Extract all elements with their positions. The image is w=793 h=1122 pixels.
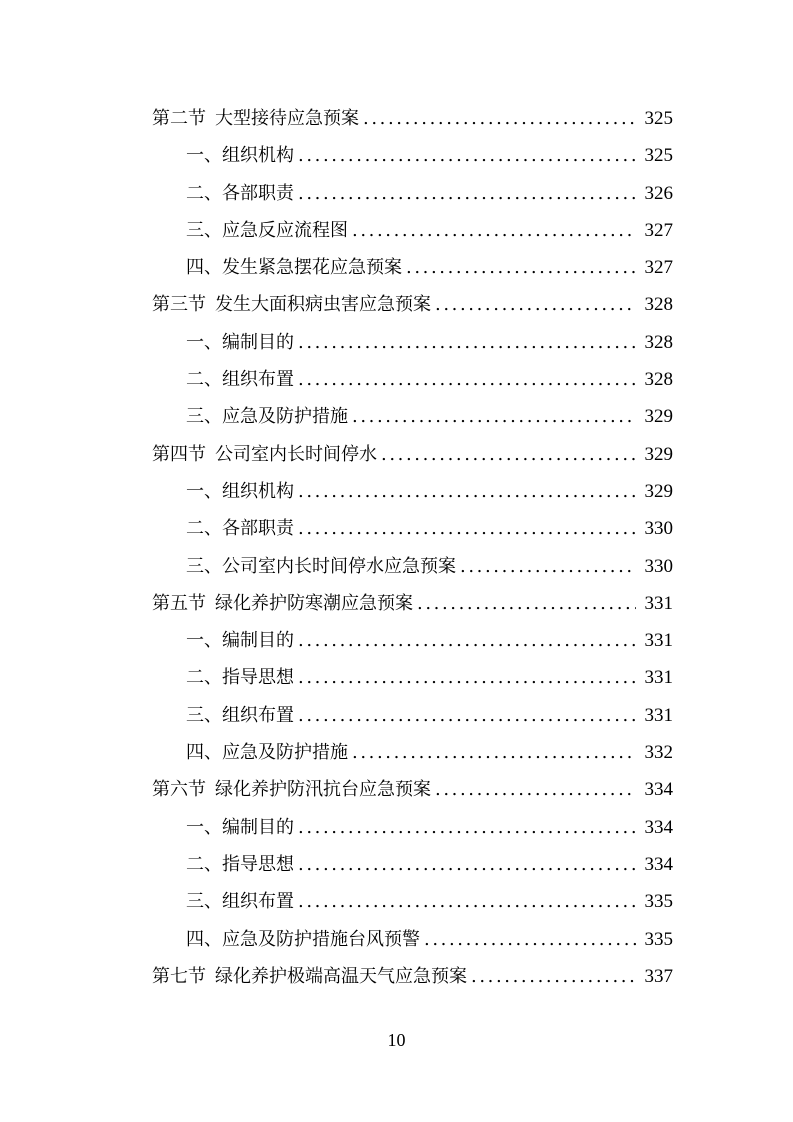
toc-entry-title: 大型接待应急预案 [215, 108, 359, 129]
toc-entry-label [186, 510, 294, 547]
toc-dot-leader [298, 137, 636, 174]
toc-entry-label [152, 585, 413, 622]
toc-entry-number: 一、 [186, 480, 222, 502]
toc-entry-page: 335 [644, 928, 673, 950]
toc-entry-page: 327 [644, 257, 673, 279]
toc-entry-title: 编制目的 [222, 630, 294, 652]
toc-entry-number: 一、 [186, 331, 222, 353]
toc-entry-page: 331 [644, 704, 673, 726]
toc-entry-label [152, 958, 467, 995]
toc-entry-label [152, 286, 431, 323]
toc-dot-leader [298, 846, 636, 883]
toc-section-entry[interactable] [152, 100, 673, 137]
toc-entry-page: 328 [644, 294, 673, 316]
toc-section-entry[interactable] [152, 585, 673, 622]
toc-entry-title: 各部职责 [222, 182, 294, 204]
toc-entry-title: 指导思想 [222, 667, 294, 689]
toc-entry-label [186, 921, 420, 958]
toc-entry-label [186, 212, 348, 249]
toc-subsection-entry[interactable] [152, 659, 673, 696]
toc-entry-number: 三、 [186, 704, 222, 726]
toc-entry-number: 第四节 [152, 443, 206, 465]
toc-entry-title: 应急及防护措施 [222, 406, 348, 428]
toc-subsection-entry[interactable] [152, 846, 673, 883]
toc-entry-label [186, 473, 294, 510]
toc-entry-page: 337 [644, 965, 673, 987]
toc-entry-number: 第五节 [152, 592, 206, 614]
toc-entry-page: 330 [644, 518, 673, 540]
toc-entry-page: 329 [644, 443, 673, 465]
toc-dot-leader [298, 175, 636, 212]
toc-entry-label [152, 100, 359, 137]
toc-entry-page: 328 [644, 331, 673, 353]
toc-subsection-entry[interactable] [152, 809, 673, 846]
toc-dot-leader [352, 398, 636, 435]
toc-subsection-entry[interactable] [152, 734, 673, 771]
toc-entry-title: 应急及防护措施台风预警 [222, 928, 420, 950]
toc-section-entry[interactable] [152, 771, 673, 808]
toc-entry-number: 三、 [186, 555, 222, 577]
toc-dot-leader [381, 436, 636, 473]
toc-entry-number: 二、 [186, 667, 222, 689]
toc-entry-label [186, 622, 294, 659]
toc-entry-number: 二、 [186, 182, 222, 204]
toc-entry-label [186, 883, 294, 920]
toc-dot-leader [417, 585, 636, 622]
toc-entry-page: 331 [644, 630, 673, 652]
toc-section-entry[interactable] [152, 958, 673, 995]
toc-entry-title: 发生紧急摆花应急预案 [222, 257, 402, 279]
toc-entry-label [186, 361, 294, 398]
toc-entry-title: 编制目的 [222, 331, 294, 353]
toc-subsection-entry[interactable] [152, 883, 673, 920]
toc-subsection-entry[interactable] [152, 622, 673, 659]
toc-subsection-entry[interactable] [152, 361, 673, 398]
toc-dot-leader [352, 734, 636, 771]
toc-entry-page: 327 [644, 219, 673, 241]
toc-subsection-entry[interactable] [152, 324, 673, 361]
toc-entry-label [186, 734, 348, 771]
toc-entry-page: 331 [644, 592, 673, 614]
toc-entry-label [186, 846, 294, 883]
toc-subsection-entry[interactable] [152, 175, 673, 212]
toc-entry-title: 绿化养护防寒潮应急预案 [215, 592, 413, 614]
toc-entry-page: 329 [644, 480, 673, 502]
toc-entry-number: 三、 [186, 219, 222, 241]
toc-entry-number: 二、 [186, 853, 222, 875]
toc-entry-title: 应急及防护措施 [222, 742, 348, 764]
toc-entry-title: 指导思想 [222, 853, 294, 875]
toc-dot-leader [460, 548, 636, 585]
toc-dot-leader [298, 473, 636, 510]
toc-entry-label [186, 137, 294, 174]
toc-entry-page: 335 [644, 891, 673, 913]
toc-entry-title: 组织布置 [222, 891, 294, 913]
toc-subsection-entry[interactable] [152, 212, 673, 249]
toc-dot-leader [435, 771, 636, 808]
toc-dot-leader [406, 249, 636, 286]
table-of-contents [152, 100, 673, 995]
toc-subsection-entry[interactable] [152, 510, 673, 547]
toc-entry-number: 四、 [186, 257, 222, 279]
toc-entry-number: 三、 [186, 891, 222, 913]
toc-entry-title: 应急反应流程图 [222, 219, 348, 241]
toc-entry-number: 二、 [186, 369, 222, 391]
toc-entry-title: 绿化养护极端高温天气应急预案 [215, 965, 467, 987]
toc-entry-title: 发生大面积病虫害应急预案 [215, 294, 431, 316]
toc-entry-number: 三、 [186, 406, 222, 428]
toc-entry-label [186, 659, 294, 696]
toc-subsection-entry[interactable] [152, 697, 673, 734]
toc-entry-page: 334 [644, 779, 673, 801]
toc-entry-number: 第三节 [152, 294, 206, 316]
toc-dot-leader [298, 510, 636, 547]
toc-entry-page: 325 [644, 108, 673, 129]
toc-subsection-entry[interactable] [152, 249, 673, 286]
page-number: 10 [387, 1030, 406, 1050]
toc-subsection-entry[interactable] [152, 548, 673, 585]
toc-entry-number: 一、 [186, 145, 222, 167]
toc-entry-title: 各部职责 [222, 518, 294, 540]
toc-dot-leader [298, 361, 636, 398]
toc-entry-number: 一、 [186, 630, 222, 652]
toc-dot-leader [298, 883, 636, 920]
toc-entry-label [186, 548, 456, 585]
toc-dot-leader [363, 100, 636, 137]
toc-entry-title: 绿化养护防汛抗台应急预案 [215, 779, 431, 801]
toc-dot-leader [298, 659, 636, 696]
toc-entry-page: 330 [644, 555, 673, 577]
toc-dot-leader [471, 958, 636, 995]
toc-dot-leader [298, 324, 636, 361]
toc-entry-page: 334 [644, 816, 673, 838]
toc-entry-label [152, 771, 431, 808]
toc-subsection-entry[interactable] [152, 473, 673, 510]
toc-entry-label [186, 697, 294, 734]
toc-entry-label [152, 436, 377, 473]
toc-entry-number: 二、 [186, 518, 222, 540]
toc-dot-leader [352, 212, 636, 249]
toc-entry-page: 329 [644, 406, 673, 428]
toc-entry-title: 编制目的 [222, 816, 294, 838]
toc-entry-page: 328 [644, 369, 673, 391]
toc-entry-number: 四、 [186, 742, 222, 764]
toc-entry-title: 组织布置 [222, 369, 294, 391]
toc-entry-number: 一、 [186, 816, 222, 838]
toc-entry-label [186, 324, 294, 361]
toc-entry-title: 组织机构 [222, 480, 294, 502]
toc-section-entry[interactable] [152, 286, 673, 323]
toc-entry-title: 组织布置 [222, 704, 294, 726]
toc-entry-title: 公司室内长时间停水应急预案 [222, 555, 456, 577]
toc-entry-number: 第二节 [152, 108, 206, 129]
toc-entry-number: 第六节 [152, 779, 206, 801]
toc-entry-page: 334 [644, 853, 673, 875]
toc-entry-number: 第七节 [152, 965, 206, 987]
toc-entry-label [186, 175, 294, 212]
toc-entry-title: 公司室内长时间停水 [215, 443, 377, 465]
toc-entry-page: 326 [644, 182, 673, 204]
toc-entry-page: 325 [644, 145, 673, 167]
toc-dot-leader [435, 286, 636, 323]
toc-section-entry[interactable] [152, 436, 673, 473]
toc-dot-leader [298, 809, 636, 846]
toc-entry-label [186, 398, 348, 435]
toc-dot-leader [298, 697, 636, 734]
toc-entry-title: 组织机构 [222, 145, 294, 167]
toc-entry-label [186, 249, 402, 286]
toc-entry-page: 331 [644, 667, 673, 689]
toc-dot-leader [424, 921, 636, 958]
toc-entry-number: 四、 [186, 928, 222, 950]
toc-subsection-entry[interactable] [152, 137, 673, 174]
toc-dot-leader [298, 622, 636, 659]
toc-entry-page: 332 [644, 742, 673, 764]
toc-subsection-entry[interactable] [152, 921, 673, 958]
toc-subsection-entry[interactable] [152, 398, 673, 435]
toc-entry-label [186, 809, 294, 846]
